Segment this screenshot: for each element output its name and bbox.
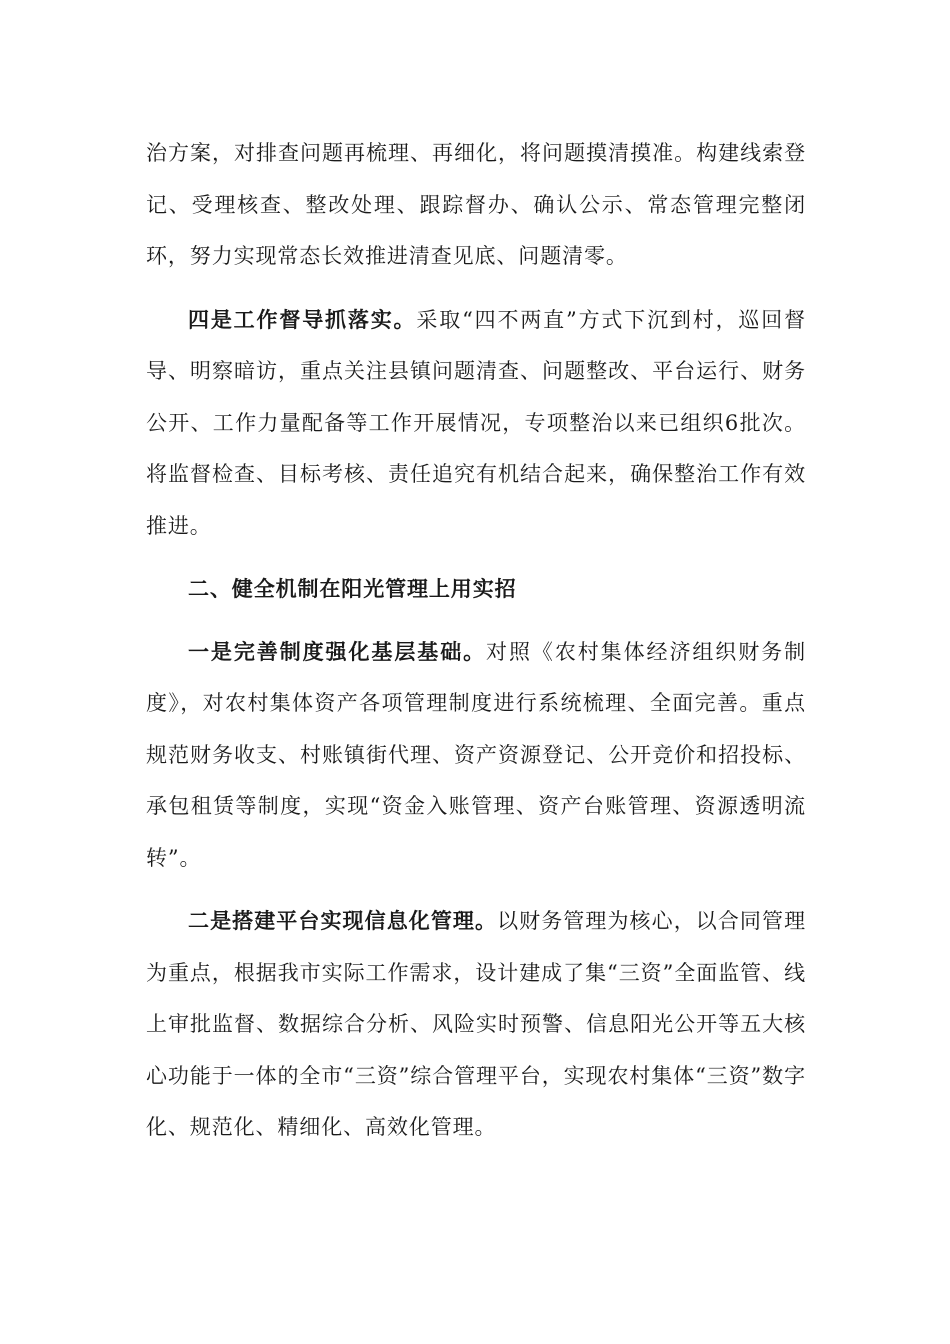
paragraph-body: 采取“四不两直”方式下沉到村，巡回督导、明察暗访，重点关注县镇问题清查、问题整改、平台运行、财务公开、工作力量配备等工作开展情况，专项整治以来已组织6批次。将监督检查、目标考核、责任追究有机结合起来，确保整治工作有效推进。 xyxy=(146,307,807,538)
document-body xyxy=(146,128,806,1165)
paragraph-lead: 一是完善制度强化基层基础。 xyxy=(188,638,487,664)
section-heading: 二、健全机制在阳光管理上用实招 xyxy=(188,576,517,601)
paragraph-supervision xyxy=(146,294,806,553)
paragraph-system xyxy=(146,626,806,885)
paragraph-lead: 二是搭建平台实现信息化管理。 xyxy=(188,908,498,933)
paragraph-lead: 四是工作督导抓落实。 xyxy=(188,306,417,332)
paragraph-continuation xyxy=(146,128,806,283)
paragraph-body: 以财务管理为核心，以合同管理为重点，根据我市实际工作需求，设计建成了集“三资”全面监管、线上审批监督、数据综合分析、风险实时预警、信息阳光公开等五大核心功能于一体的全市“三资”综合管理平台，实现农村集体“三资”数字化、规范化、精细化、高效化管理。 xyxy=(146,909,806,1139)
paragraph-body: 治方案，对排查问题再梳理、再细化，将问题摸清摸准。构建线索登记、受理核查、整改处理、跟踪督办、确认公示、常态管理完整闭环，努力实现常态长效推进清查见底、问题清零。 xyxy=(146,141,806,268)
paragraph-body: 对照《农村集体经济组织财务制度》，对农村集体资产各项管理制度进行系统梳理、全面完善。重点规范财务收支、村账镇街代理、资产资源登记、公开竞价和招投标、承包租赁等制度，实现“资金入账管理、资产台账管理、资源透明流转”。 xyxy=(146,639,806,870)
paragraph-platform xyxy=(146,895,806,1154)
